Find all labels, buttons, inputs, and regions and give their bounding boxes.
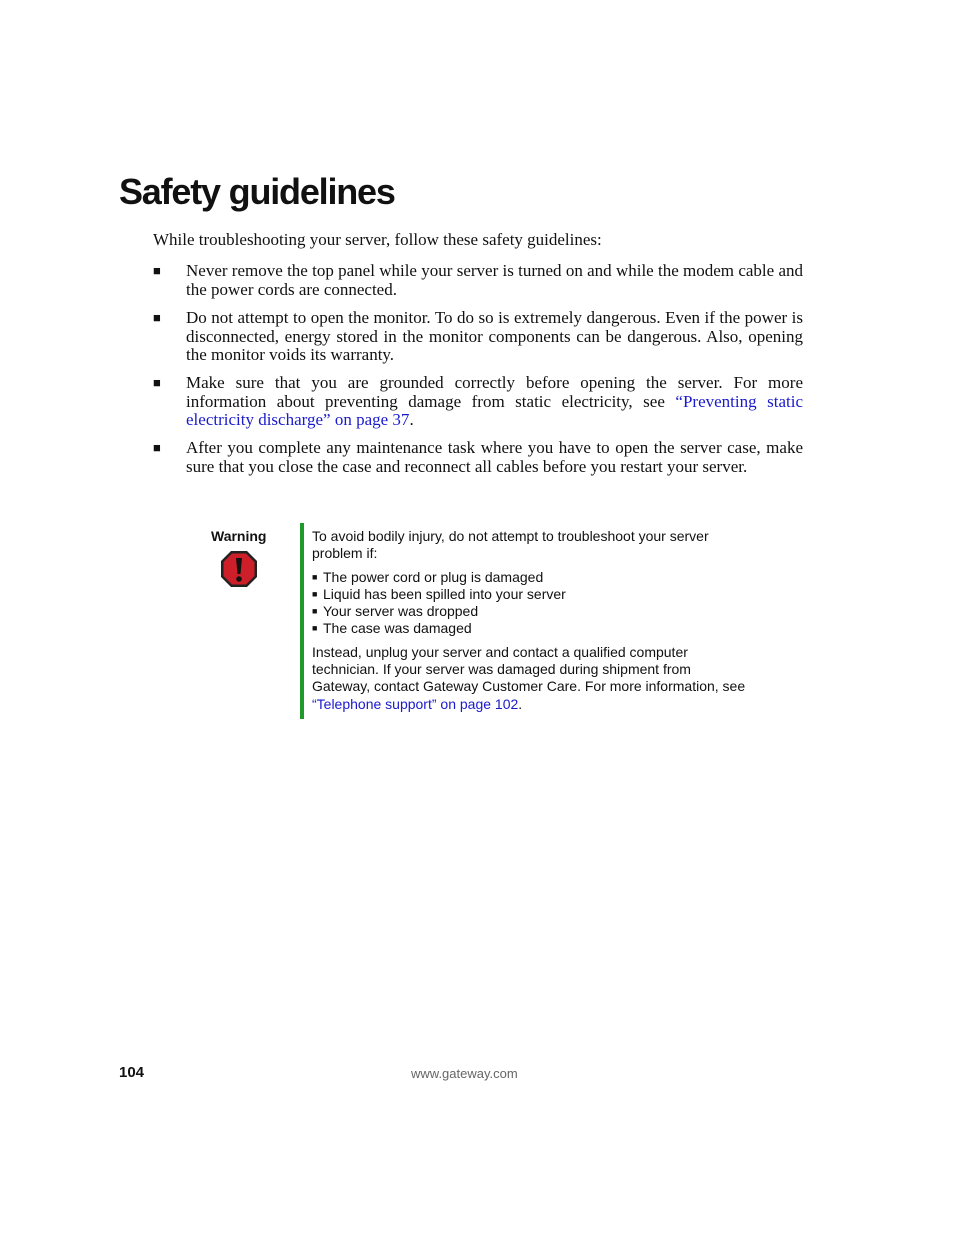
bullet-text: Do not attempt to open the monitor. To do so is extremely dangerous. Even if the power is disconnected, energy stored in the monitor components can be dangerous. Also, opening the monitor voids its warranty. <box>186 308 803 364</box>
list-item <box>153 309 803 365</box>
warning-side-bar <box>300 523 304 719</box>
bullet-text: Never remove the top panel while your server is turned on and while the modem cable and the power cords are connected. <box>186 261 803 299</box>
bullet-square-icon: ■ <box>312 588 318 599</box>
bullet-square-icon: ■ <box>153 263 161 278</box>
bullet-square-icon: ■ <box>153 375 161 390</box>
preventing-static-link[interactable]: “Preventing static electricity discharge” on page 37 <box>186 391 803 429</box>
warning-outro <box>312 644 752 713</box>
warning-outro-end: . <box>518 695 523 712</box>
list-item <box>153 262 803 299</box>
warning-intro: To avoid bodily injury, do not attempt to troubleshoot your server problem if: <box>312 528 709 562</box>
bullet-text <box>186 374 803 430</box>
page-number: 104 <box>119 1064 145 1081</box>
warning-item-text: Your server was dropped <box>323 603 479 620</box>
page-title: Safety guidelines <box>119 171 395 212</box>
warning-item-text: The power cord or plug is damaged <box>323 568 544 585</box>
intro-text: While troubleshooting your server, follow these safety guidelines: <box>153 230 602 249</box>
list-item <box>153 374 803 430</box>
list-item <box>312 620 752 637</box>
bullet-text-after: . <box>409 410 414 429</box>
list-item <box>312 569 752 586</box>
bullet-text: After you complete any maintenance task where you have to open the server case, make sure that you close the case and reconnect all cables before you restart your server. <box>186 438 803 476</box>
bullet-text-before: Make sure that you are grounded correctly before opening the server. For more information about preventing damage from static electricity, see <box>186 373 803 411</box>
bullet-square-icon: ■ <box>153 440 161 455</box>
warning-item-text: The case was damaged <box>323 620 472 637</box>
warning-conditions-list <box>312 569 752 638</box>
warning-item-text: Liquid has been spilled into your server <box>323 585 566 602</box>
bullet-square-icon: ■ <box>153 310 161 325</box>
list-item <box>312 603 752 620</box>
warning-octagon-icon <box>220 550 258 588</box>
list-item <box>153 439 803 476</box>
footer-url: www.gateway.com <box>411 1066 518 1081</box>
bullet-square-icon: ■ <box>312 623 318 634</box>
warning-body <box>312 528 752 713</box>
warning-label: Warning <box>211 528 267 544</box>
list-item <box>312 586 752 603</box>
bullet-square-icon: ■ <box>312 571 318 582</box>
warning-outro-text: Instead, unplug your server and contact a qualified computer technician. If your server was damaged during shipment from Gateway, contact Gateway Customer Care. For more information, see <box>312 643 746 695</box>
telephone-support-link[interactable]: “Telephone support” on page 102 <box>312 695 519 712</box>
bullet-square-icon: ■ <box>312 606 318 617</box>
